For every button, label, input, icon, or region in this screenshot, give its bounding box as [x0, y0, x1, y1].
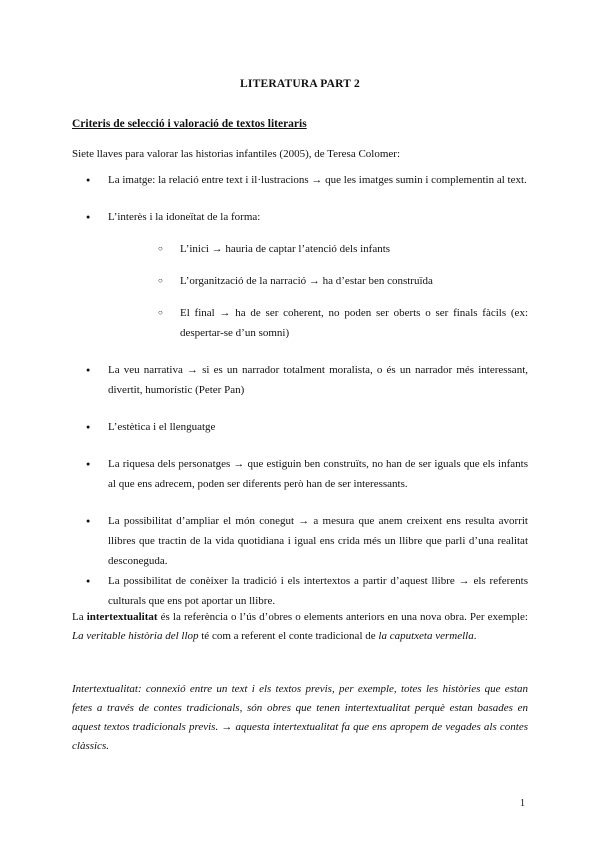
sub-list-item-text: El final → ha de ser coherent, no poden ser oberts o ser finals fàcils (ex: despertar-se d’un somni): [180, 307, 528, 339]
para-text: .: [473, 630, 477, 642]
para-text: té com a referent el conte tradicional de: [198, 630, 379, 642]
list-item-text: La imatge: la relació entre text i il·lustracions → que les imatges sumin i complementin al text.: [108, 174, 527, 186]
sub-list-item-text: L’organització de la narració → ha d’estar ben construïda: [180, 275, 433, 287]
list-item-text: L’estètica i el llenguatge: [108, 421, 216, 433]
sub-list-item: [144, 239, 528, 259]
list-item-text: La possibilitat d’ampliar el món conegut → a mesura que anem creixent ens resulta avorrit llibres que tractin de la vida quotidiana i igual ens crida més un llibre que parli d’una realitat desconeguda.: [108, 515, 528, 567]
document-title: LITERATURA PART 2: [240, 78, 360, 90]
sub-list-item-text: L’inici → hauria de captar l’atenció dels infants: [180, 243, 391, 255]
para-text: La: [72, 611, 87, 623]
page-number: 1: [520, 798, 525, 809]
list-item: [72, 417, 528, 437]
list-item: [72, 511, 528, 571]
intertextuality-paragraph: [72, 608, 528, 646]
list-item-text: L’interès i la idoneïtat de la forma:: [108, 211, 261, 223]
definition-paragraph: Intertextualitat: connexió entre un text i els textos previs, per exemple, totes les històries que estan fetes a través de contes tradicionals, són obres que tenen intertextualitat perquè estan basades en aquest textos tradicionals previs. → aquesta intertextualitat fa que ens apropem de vegades als contes clàssics.: [72, 683, 528, 752]
sub-list: [108, 239, 528, 343]
bold-term: intertextualitat: [86, 611, 158, 623]
list-item-text: La riquesa dels personatges → que estiguin ben construïts, no han de ser iguals que els infants al que ens adrecem, poden ser diferents però han de ser interessants.: [108, 458, 528, 490]
sub-list-item: [144, 271, 528, 291]
section-heading: Criteris de selecció i valoració de textos literaris: [72, 118, 307, 130]
sub-list-item: [144, 303, 528, 343]
list-item: [72, 454, 528, 494]
list-item: [72, 571, 528, 611]
book-title: La veritable història del llop: [72, 630, 199, 642]
intro-line: Siete llaves para valorar las historias infantiles (2005), de Teresa Colomer:: [72, 148, 401, 160]
book-title: la caputxeta vermella: [378, 630, 474, 642]
criteria-list: [72, 170, 528, 628]
list-item-text: La veu narrativa → si es un narrador totalment moralista, o és un narrador més interessant, divertit, humorístic (Peter Pan): [108, 364, 528, 396]
list-item: [72, 360, 528, 400]
list-item-text: La possibilitat de conèixer la tradició i els intertextos a partir d’aquest llibre → els referents culturals que ens pot aportar un llibre.: [108, 575, 528, 607]
para-text: és la referència o l’ús d’obres o elements anteriors en una nova obra. Per exemple:: [157, 611, 528, 623]
list-item: [72, 170, 528, 190]
list-item: [72, 207, 528, 343]
